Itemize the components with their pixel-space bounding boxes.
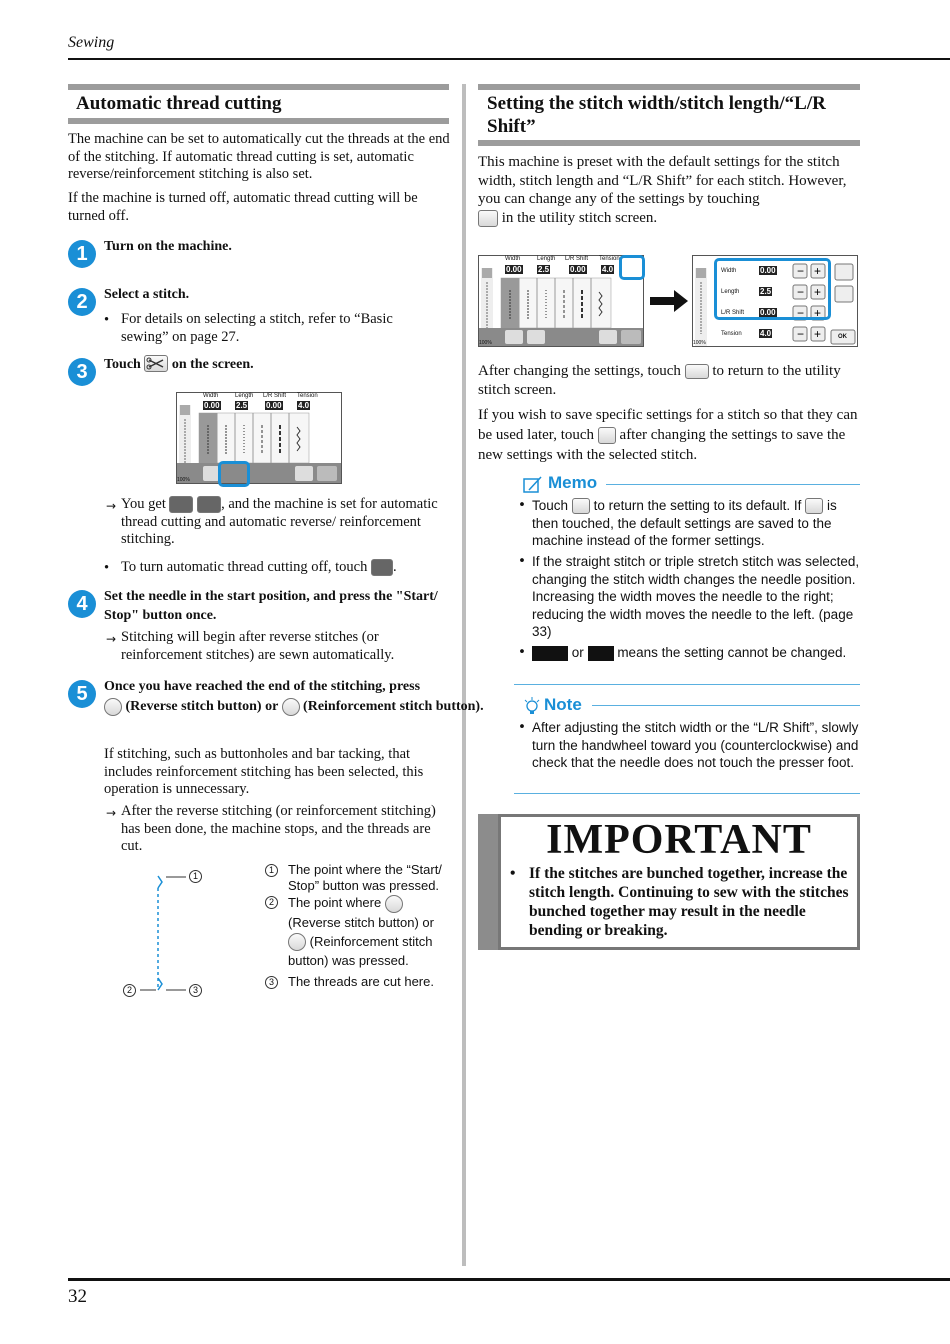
scissors-button-highlight[interactable] <box>218 461 250 487</box>
lr-shift-value: 0.00 <box>760 308 776 317</box>
section-bar-bottom <box>478 140 860 146</box>
svg-text:+: + <box>814 327 822 341</box>
intro-paragraph <box>478 153 860 227</box>
step-title: Select a stitch. <box>104 287 190 302</box>
memo-part: is then touched, the default settings are saved to the machine instead of the former settings. <box>532 498 837 548</box>
step-number: 1 <box>68 240 96 268</box>
step-number: 5 <box>68 680 96 708</box>
lr-shift-label: L/R Shift <box>263 393 287 399</box>
reinforcement-stitch-icon <box>288 933 306 951</box>
save-paragraph <box>478 405 860 465</box>
reverse-stitch-on-icon <box>169 496 193 513</box>
lr-shift-label: L/R Shift <box>721 310 745 316</box>
svg-text:−: − <box>797 327 805 341</box>
svg-text:+: + <box>814 285 822 299</box>
stitch-diagram <box>118 866 218 1002</box>
step-title: Turn on the machine. <box>104 239 232 254</box>
right-arrow-icon <box>650 290 690 312</box>
legend-text-part: (Reverse stitch button) or <box>288 914 434 930</box>
result-text-part: You get <box>121 496 166 512</box>
step-title-part: on the screen. <box>171 357 254 372</box>
zoom-level: 100% <box>177 477 190 483</box>
note-rule <box>592 705 860 706</box>
step-title-part: Touch <box>104 357 141 372</box>
svg-text:+: + <box>814 264 822 278</box>
step-number: 2 <box>68 288 96 316</box>
scissors-icon <box>144 355 168 372</box>
important-text: If the stitches are bunched together, increase the stitch length. Continuing to sew with the stitches bunched together may result in the needle bending or breaking. <box>529 865 849 939</box>
reset-icon <box>572 498 590 514</box>
important-title: IMPORTANT <box>546 817 812 863</box>
step-title-part: (Reinforcement stitch button). <box>303 699 484 714</box>
memory-icon <box>598 427 616 444</box>
intro-part: This machine is preset with the default settings for the stitch width, stitch length and “L/R Shift” for each stitch. However, you can change any of the settings by touching <box>478 154 847 207</box>
step-number: 3 <box>68 358 96 386</box>
save-part: after changing the settings to save the new settings with the selected stitch. <box>478 427 846 463</box>
step-title <box>104 355 254 374</box>
result-arrow: → <box>106 632 117 646</box>
memo-rule-bottom <box>514 684 860 685</box>
legend-num: 2 <box>265 896 278 909</box>
header-rule <box>68 58 950 60</box>
memo-part: Touch <box>532 498 569 513</box>
bullet-dot: • <box>518 719 526 735</box>
result-text-part: , and the machine is set for automatic thread cutting and automatic reverse/ reinforcement stitching. <box>121 496 438 547</box>
ok-button-label: OK <box>838 334 847 340</box>
after-paragraph <box>478 362 860 400</box>
after-part: to return to the utility stitch screen. <box>478 363 841 398</box>
memo-bullet-3 <box>532 644 860 662</box>
note-bullet-1: After adjusting the stitch width or the “L/R Shift”, slowly turn the handwheel toward you (counterclockwise) and check that the needle does not touch the presser foot. <box>532 720 859 770</box>
memo-part: to return the setting to its default. If <box>593 498 802 513</box>
svg-text:−: − <box>797 306 805 320</box>
step-title: Set the needle in the start position, and press the "Start/ Stop" button once. <box>104 589 438 623</box>
memo-bullet-1 <box>532 497 860 550</box>
settings-panel-highlight <box>714 258 831 320</box>
lr-shift-value: 0.00 <box>570 265 586 274</box>
result-arrow: → <box>106 499 117 513</box>
lcd-screen-small <box>176 392 342 484</box>
memo-icon <box>523 476 543 494</box>
bullet-dot: • <box>510 865 516 882</box>
memory-icon <box>805 498 823 514</box>
step-title-part: (Reverse stitch button) or <box>125 699 279 714</box>
reinforcement-stitch-icon <box>282 698 300 716</box>
zoom-level: 100% <box>693 340 706 346</box>
legend-text-part: The point where <box>288 895 382 910</box>
column-divider <box>462 84 466 1266</box>
disabled-value-icon <box>532 646 568 661</box>
zoom-level: 100% <box>479 340 492 346</box>
intro-paragraph-2: If the machine is turned off, automatic thread cutting will be turned off. <box>68 190 418 224</box>
after-part: After changing the settings, touch <box>478 363 681 379</box>
lr-shift-label: L/R Shift <box>565 256 589 262</box>
width-value: 0.00 <box>204 401 220 410</box>
bullet-dot: • <box>104 560 110 576</box>
svg-text:+: + <box>814 306 822 320</box>
reverse-stitch-icon <box>104 698 122 716</box>
disabled-value-icon <box>588 646 614 661</box>
result-arrow: → <box>106 806 117 820</box>
memo-heading: Memo <box>548 473 598 492</box>
width-value: 0.00 <box>506 265 522 274</box>
bullet-text: For details on selecting a stitch, refer to “Basic sewing” on page 27. <box>121 311 393 345</box>
memo-bullet-2: If the straight stitch or triple stretch stitch was selected, changing the stitch width changes the needle position. Increasing the width moves the needle to the right; reducing the width moves the needle to the left. (page 33) <box>532 554 860 639</box>
reverse-stitch-icon <box>385 895 403 913</box>
length-label: Length <box>537 256 556 262</box>
length-value: 2.5 <box>760 287 772 296</box>
section-title-line: Shift” <box>487 116 536 137</box>
bullet-dot: • <box>518 553 526 569</box>
width-value: 0.00 <box>760 266 776 275</box>
scissors-on-icon <box>197 496 221 513</box>
callout-3: 3 <box>189 984 202 997</box>
ok-icon <box>685 364 709 379</box>
legend-num: 3 <box>265 976 278 989</box>
width-label: Width <box>203 393 219 399</box>
bullet-text-part: To turn automatic thread cutting off, touch <box>121 559 368 575</box>
intro-paragraph: The machine can be set to automatically cut the threads at the end of the stitching. If automatic thread cutting is set, automatic reverse/reinforcement stitching is also set. <box>68 131 450 182</box>
tension-value: 4.0 <box>298 401 310 410</box>
settings-button-highlight[interactable] <box>619 255 645 280</box>
callout-1: 1 <box>189 870 202 883</box>
step-paragraph: If stitching, such as buttonholes and bar tacking, that includes reinforcement stitching has been selected, this operation is unnecessary. <box>104 746 424 797</box>
result-text: After the reverse stitching (or reinforcement stitching) has been done, the machine stops, and the threads are cut. <box>121 803 436 854</box>
length-label: Length <box>721 289 740 295</box>
step-title: Once you have reached the end of the stitching, press <box>104 679 421 694</box>
legend-text: The point where the “Start/ Stop” button was pressed. <box>288 862 442 893</box>
length-value: 2.5 <box>538 265 550 274</box>
running-head: Sewing <box>68 34 115 51</box>
legend-text <box>288 893 448 970</box>
legend-text: The threads are cut here. <box>288 974 434 989</box>
svg-text:−: − <box>797 264 805 278</box>
note-rule-bottom <box>514 793 860 794</box>
important-side-bar <box>478 814 500 950</box>
length-label: Length <box>235 393 254 399</box>
settings-icon <box>478 210 498 227</box>
section-title-line: Setting the stitch width/stitch length/“L/R <box>487 93 826 114</box>
section-bar-top <box>68 84 449 90</box>
section-title: Automatic thread cutting <box>76 93 282 114</box>
legend-text-part: (Reinforcement stitch button) was pressed. <box>288 933 433 969</box>
width-label: Width <box>721 268 737 274</box>
tension-label: Tension <box>297 393 318 399</box>
step-title <box>104 697 484 716</box>
bullet-dot: • <box>104 312 110 328</box>
bullet-text: To turn automatic thread cutting off, touch . <box>121 559 397 575</box>
bullet-dot: • <box>518 644 526 660</box>
section-title <box>487 92 857 138</box>
section-bar-bottom <box>68 118 449 124</box>
save-part: If you wish to save specific settings for a stitch so that they can be used later, touch <box>478 407 858 443</box>
note-icon <box>524 697 540 715</box>
width-label: Width <box>505 256 521 262</box>
callout-2: 2 <box>123 984 136 997</box>
bullet-dot: • <box>518 497 526 513</box>
tension-value: 4.0 <box>602 265 614 274</box>
intro-part: in the utility stitch screen. <box>501 209 658 226</box>
legend-num: 1 <box>265 864 278 877</box>
result-text: Stitching will begin after reverse stitches (or reinforcement stitches) are sewn automatically. <box>121 629 395 663</box>
svg-text:−: − <box>797 285 805 299</box>
scissors-on-icon <box>371 559 393 576</box>
step-number: 4 <box>68 590 96 618</box>
tension-value: 4.0 <box>760 329 772 338</box>
result-text <box>121 496 441 549</box>
memo-rule <box>606 484 860 485</box>
section-bar-top <box>478 84 860 90</box>
memo-part: means the setting cannot be changed. <box>617 645 847 660</box>
note-heading: Note <box>544 695 582 714</box>
tension-label: Tension <box>721 331 742 337</box>
page-number: 32 <box>68 1286 87 1307</box>
footer-rule <box>68 1278 950 1281</box>
lr-shift-value: 0.00 <box>266 401 282 410</box>
length-value: 2.5 <box>236 401 248 410</box>
memo-part: or <box>571 645 584 660</box>
tension-label: Tension <box>599 256 620 262</box>
